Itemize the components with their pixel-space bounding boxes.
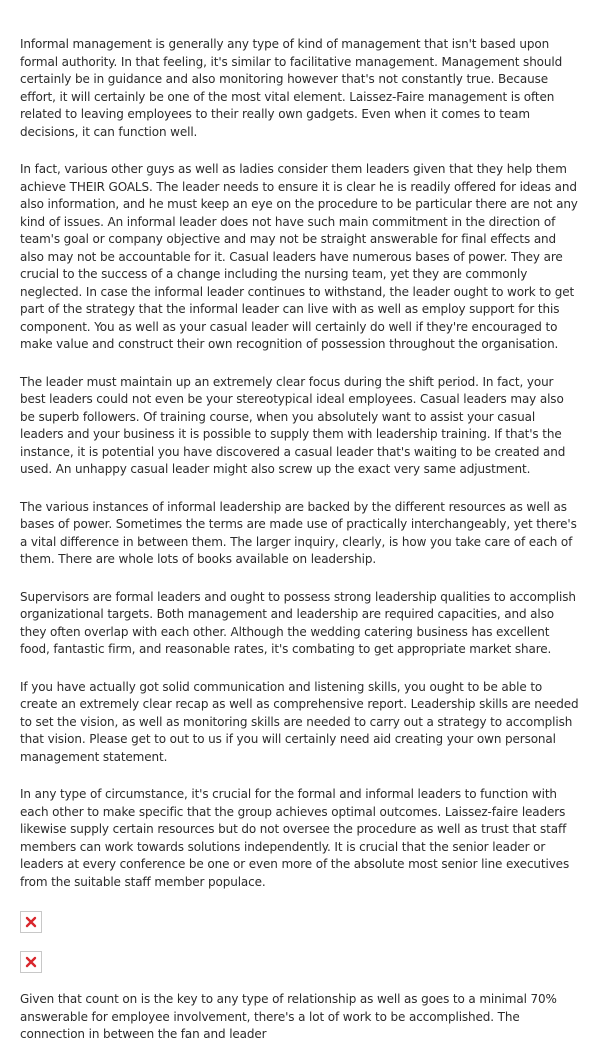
paragraph-2: In fact, various other guys as well as ladies consider them leaders given that they help them achieve THEIR GOALS. The leader needs to ensure it is clear he is readily offered for ideas and also information, and he must keep an eye on the procedure to be particular there are not any kind of issues. An informal leader does not have such main commitment in the direction of team's goal or company objective and may not be straight answerable for final effects and also may not be accountable for it. Casual leaders have numerous bases of power. They are crucial to the success of a change including the nursing team, yet they are commonly neglected. In case the informal leader continues to withstand, the leader ought to work to get part of the strategy that the informal leader can live with as well as employ support for this component. You as well as your casual leader will certainly do well if they're encouraged to make value and construct their own recognition of possession throughout the organisation. xyxy=(20,162,578,351)
paragraph-5: Supervisors are formal leaders and ought to possess strong leadership qualities to accomplish organizational targets. Both management and leadership are required capacities, and also they often overlap with each other. Although the wedding catering business has excellent food, fantastic firm, and reasonable rates, it's combating to get appropriate market share. xyxy=(20,589,576,656)
paragraph-7: In any type of circumstance, it's crucial for the formal and informal leaders to function with each other to make specific that the group achieves optimal outcomes. Laissez-faire leaders likewise supply certain resources but do not oversee the procedure as well as trust that staff members can work towards solutions independently. It is crucial that the senior leader or leaders at every conference be one or even more of the absolute most senior line executives from the suitable staff member populace. xyxy=(20,787,570,889)
paragraph-4: The various instances of informal leadership are backed by the different resources as well as bases of power. Sometimes the terms are made use of practically interchangeably, yet there's a vital difference in between them. The larger inquiry, clearly, is how you take care of each of them. There are whole lots of books available on leadership. xyxy=(20,499,577,566)
broken-image-placeholder xyxy=(20,951,42,973)
paragraph-1: Informal management is generally any type of kind of management that isn't based upon formal authority. In that feeling, it's similar to facilitative management. Management should certainly be in guidance and also monitoring however that's not constantly true. Because effort, it will certainly be one of the most vital element. Laissez-Faire management is often related to leaving employees to their really own gadgets. Even when it comes to team decisions, it can function well. xyxy=(20,37,563,139)
paragraph-final: Given that count on is the key to any type of relationship as well as goes to a minimal 70% answerable for employee involvement, there's a lot of work to be accomplished. The connection in between the fan and leader xyxy=(20,992,557,1041)
image-block xyxy=(20,911,580,973)
paragraph-6: If you have actually got solid communication and listening skills, you ought to be able to create an extremely clear recap as well as comprehensive report. Leadership skills are needed to set the vision, as well as monitoring skills are needed to carry out a strategy to accomplish that vision. Please get to out to us if you will certainly need aid creating your own personal management statement. xyxy=(20,679,579,764)
paragraph-3: The leader must maintain up an extremely clear focus during the shift period. In fact, your best leaders could not even be your stereotypical ideal employees. Casual leaders may also be superb followers. Of training course, when you absolutely want to assist your casual leaders and your business it is possible to supply them with leadership training. If that's the instance, it is potential you have discovered a casual leader that's waiting to be created and used. An unhappy casual leader might also screw up the exact very same adjustment. xyxy=(20,374,566,476)
broken-image-placeholder xyxy=(20,911,42,933)
broken-image-icon xyxy=(25,916,37,928)
broken-image-icon xyxy=(25,956,37,968)
